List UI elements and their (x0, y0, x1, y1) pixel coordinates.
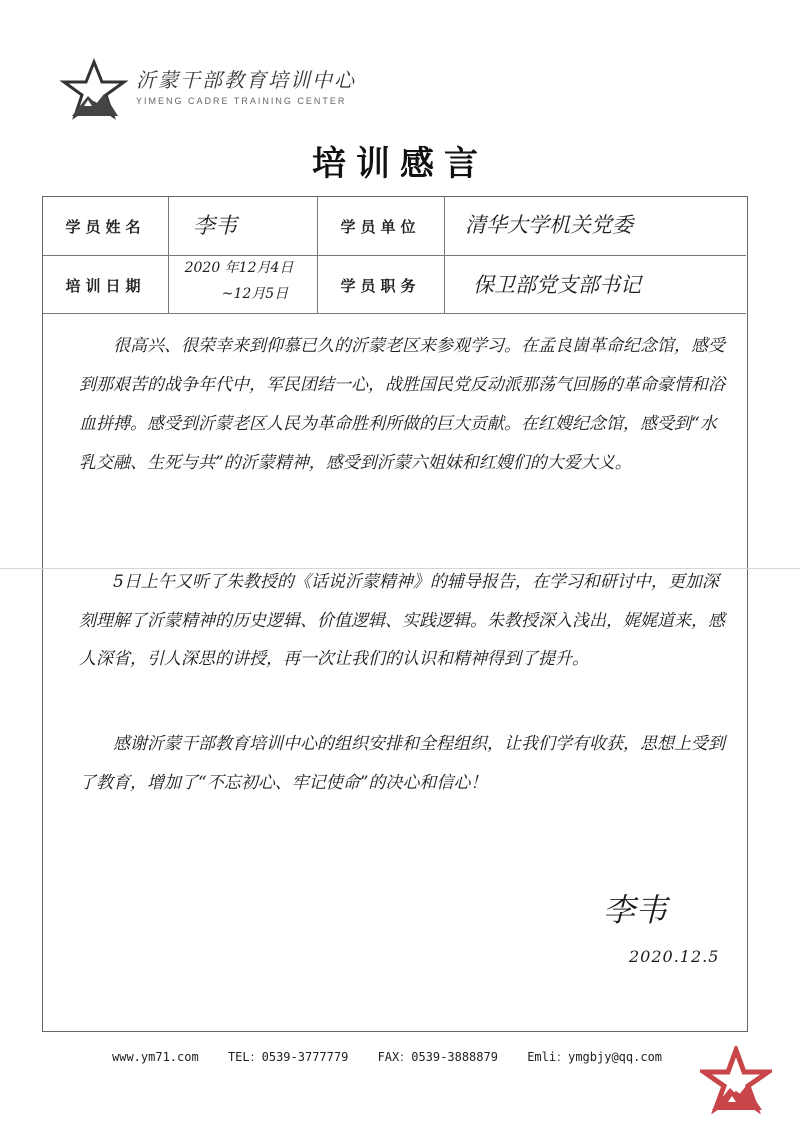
fax-group (378, 1050, 498, 1064)
website-text: www.ym71.com (112, 1050, 199, 1064)
row-divider (43, 255, 746, 256)
unit-value: 清华大学机关党委 (465, 213, 633, 237)
star-mountain-logo-icon (58, 58, 130, 122)
tel-label: TEL： (227, 1050, 262, 1064)
footer-contact (112, 1048, 684, 1065)
page-title: 培训感言 (312, 144, 488, 184)
date-label: 培训日期 (65, 277, 146, 295)
fax-number: 0539-3888879 (411, 1050, 498, 1064)
name-label: 学员姓名 (65, 218, 146, 236)
email-group (527, 1050, 662, 1064)
letterhead (58, 58, 378, 122)
fax-label: FAX： (377, 1050, 412, 1064)
signature-name: 李韦 (603, 891, 668, 929)
column-divider (444, 197, 445, 313)
name-value: 李韦 (193, 214, 238, 239)
org-name-en: YIMENG CADRE TRAINING CENTER (136, 96, 347, 106)
position-value: 保卫部党支部书记 (473, 273, 641, 297)
column-divider (168, 197, 169, 313)
tel-group (228, 1050, 348, 1064)
star-mountain-logo-red-icon (700, 1046, 772, 1114)
org-name-cn: 沂蒙干部教育培训中心 (136, 68, 356, 92)
position-label: 学员职务 (340, 277, 421, 295)
tel-number: 0539-3777779 (261, 1050, 349, 1064)
date-value-start: 2020 年12月4日 (184, 260, 294, 276)
scan-artifact-line (0, 568, 800, 569)
date-value-end: ~12月5日 (221, 286, 289, 302)
feedback-paragraph: 5日上午又听了朱教授的《话说沂蒙精神》的辅导报告，在学习和研讨中，更加深刻理解了沂蒙精神的历史逻辑、价值逻辑、实践逻辑。朱教授深入浅出，娓娓道来，感人深省，引人深思的讲授，再一次让我们的认识和精神得到了提升。 (79, 572, 725, 669)
email-label: Emli： (527, 1050, 569, 1064)
row-divider (43, 313, 746, 314)
email-address: ymgbjy@qq.com (568, 1050, 663, 1064)
unit-label: 学员单位 (340, 218, 421, 236)
feedback-form (42, 196, 748, 1032)
signature-date: 2020.12.5 (629, 947, 720, 966)
feedback-paragraph: 很高兴、很荣幸来到仰慕已久的沂蒙老区来参观学习。在孟良崮革命纪念馆，感受到那艰苦的战争年代中，军民团结一心，战胜国民党反动派那荡气回肠的革命豪情和浴血拼搏。感受到沂蒙老区人民为革命胜利所做的巨大贡献。在红嫂纪念馆，感受到“水乳交融、生死与共”的沂蒙精神，感受到沂蒙六姐妹和红嫂们的大爱大义。 (79, 336, 725, 473)
feedback-paragraph: 感谢沂蒙干部教育培训中心的组织安排和全程组织，让我们学有收获，思想上受到了教育，增加了“不忘初心、牢记使命”的决心和信心！ (79, 734, 725, 793)
